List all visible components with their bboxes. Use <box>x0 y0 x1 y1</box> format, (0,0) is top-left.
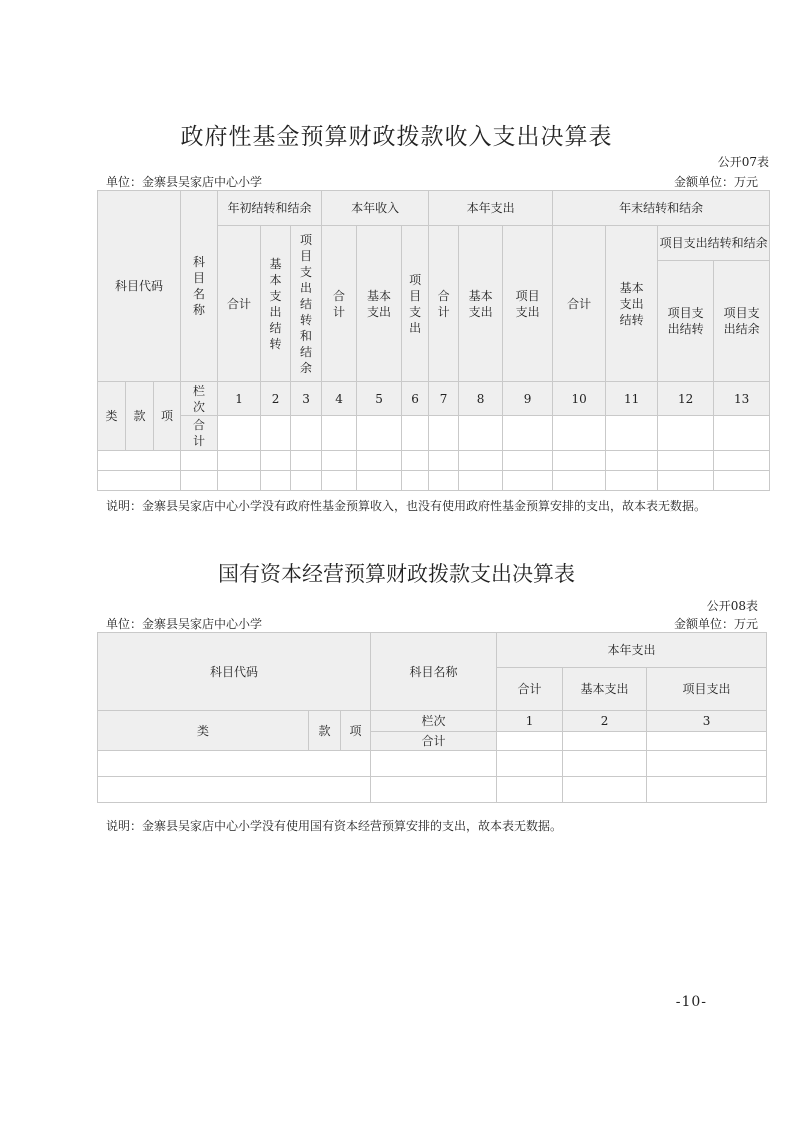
t07-col-9: 9 <box>503 382 553 416</box>
t07-subject-name-header: 科目名称 <box>181 191 218 382</box>
t07-income-total: 合计 <box>322 226 357 382</box>
table-row <box>98 451 770 471</box>
t08-basic-header: 基本支出 <box>563 668 647 711</box>
t07-begin-header: 年初结转和结余 <box>218 191 322 226</box>
t07-end-basic-carry: 基本支出结转 <box>606 226 658 382</box>
t08-heji: 合计 <box>371 732 497 751</box>
table08-note: 说明：金寨县吴家店中心小学没有使用国有资本经营预算安排的支出，故本表无数据。 <box>106 819 563 833</box>
t07-xiang: 项 <box>154 382 181 451</box>
t07-income-header: 本年收入 <box>322 191 429 226</box>
t08-lei: 类 <box>98 711 309 751</box>
t08-subject-code-header: 科目代码 <box>98 633 371 711</box>
table07-money-unit: 金额单位：万元 <box>673 175 758 189</box>
table07-unit: 单位：金寨县吴家店中心小学 <box>106 175 263 189</box>
table-row <box>98 777 767 803</box>
t07-expense-total: 合计 <box>429 226 459 382</box>
t08-kuan: 款 <box>309 711 341 751</box>
t07-lei: 类 <box>98 382 126 451</box>
t07-end-proj-carry: 项目支出结转 <box>658 261 714 382</box>
t07-col-11: 11 <box>606 382 658 416</box>
table07-title: 政府性基金预算财政拨款收入支出决算表 <box>180 124 613 150</box>
t08-col-3: 3 <box>647 711 767 732</box>
t08-expense-header: 本年支出 <box>497 633 767 668</box>
t07-col-6: 6 <box>402 382 429 416</box>
t07-end-header: 年末结转和结余 <box>553 191 770 226</box>
t07-col-12: 12 <box>658 382 714 416</box>
t08-col-1: 1 <box>497 711 563 732</box>
table08 <box>97 632 767 803</box>
t07-heji: 合计 <box>181 416 218 451</box>
t07-expense-header: 本年支出 <box>429 191 553 226</box>
t07-kuan: 款 <box>126 382 154 451</box>
t08-total-header: 合计 <box>497 668 563 711</box>
t08-xiang: 项 <box>341 711 371 751</box>
t08-project-header: 项目支出 <box>647 668 767 711</box>
t07-subject-code-header: 科目代码 <box>98 191 181 382</box>
t08-lanci: 栏次 <box>371 711 497 732</box>
table07-code: 公开07表 <box>717 155 769 169</box>
t08-col-2: 2 <box>563 711 647 732</box>
page-number: -10- <box>675 994 707 1010</box>
table08-money-unit: 金额单位：万元 <box>673 617 758 631</box>
table-row <box>98 471 770 491</box>
t08-subject-name-header: 科目名称 <box>371 633 497 711</box>
table07-note: 说明：金寨县吴家店中心小学没有政府性基金预算收入，也没有使用政府性基金预算安排的支出，故本表无数据。 <box>106 499 707 513</box>
table08-title: 国有资本经营预算财政拨款支出决算表 <box>218 562 575 586</box>
t07-income-basic: 基本支出 <box>357 226 402 382</box>
table08-unit: 单位：金寨县吴家店中心小学 <box>106 617 263 631</box>
t07-col-8: 8 <box>459 382 503 416</box>
t07-end-total: 合计 <box>553 226 606 382</box>
t07-end-proj-group: 项目支出结转和结余 <box>658 226 770 261</box>
table-row <box>98 751 767 777</box>
t07-col-1: 1 <box>218 382 261 416</box>
t07-lanci: 栏次 <box>181 382 218 416</box>
t07-col-10: 10 <box>553 382 606 416</box>
t07-expense-project: 项目支出 <box>503 226 553 382</box>
t07-col-3: 3 <box>291 382 322 416</box>
t07-col-13: 13 <box>714 382 770 416</box>
t07-begin-proj-carry-balance: 项目支出结转和结余 <box>291 226 322 382</box>
t07-income-project: 项目支出 <box>402 226 429 382</box>
t07-begin-basic-carry: 基本支出结转 <box>261 226 291 382</box>
t07-col-5: 5 <box>357 382 402 416</box>
t07-begin-total: 合计 <box>218 226 261 382</box>
t07-end-proj-balance: 项目支出结余 <box>714 261 770 382</box>
t07-col-2: 2 <box>261 382 291 416</box>
t07-col-7: 7 <box>429 382 459 416</box>
table08-code: 公开08表 <box>706 599 758 613</box>
t07-expense-basic: 基本支出 <box>459 226 503 382</box>
table07 <box>97 190 770 491</box>
t07-col-4: 4 <box>322 382 357 416</box>
